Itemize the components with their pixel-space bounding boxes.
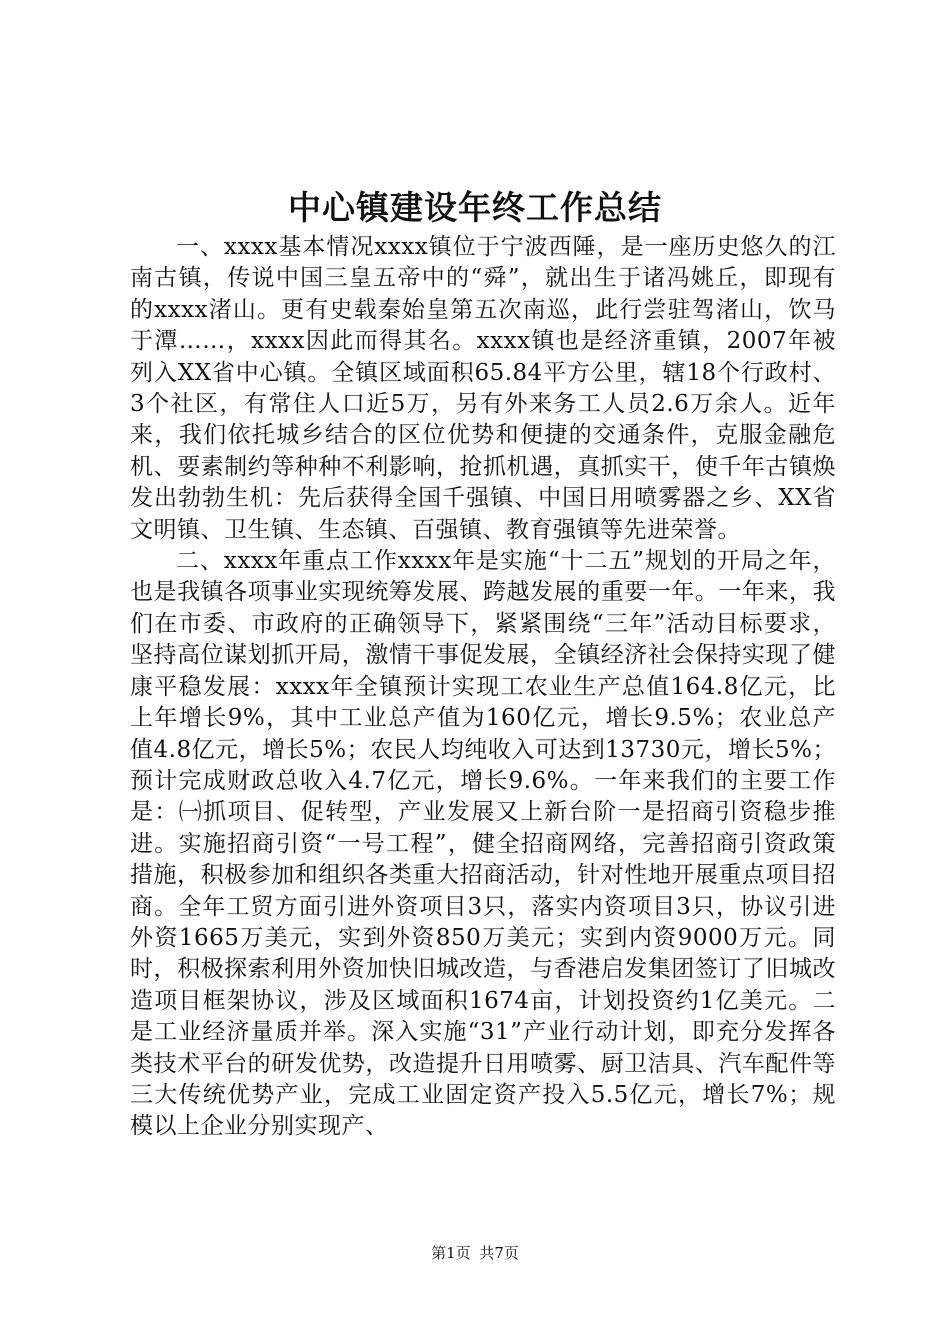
paragraph-basic-situation: 一、xxxx基本情况xxxx镇位于宁波西陲，是一座历史悠久的江南古镇，传说中国三皇五帝中的“舜”，就出生于诸冯姚丘，即现有的xxxx渚山。更有史载秦始皇第五次南巡，此行尝驻驾渚山，饮马于潭……，xxxx因此而得其名。xxxx镇也是经济重镇，2007年被列入XX省中心镇。全镇区域面积65.84平方公里，辖18个行政村、3个社区，有常住人口近5万，另有外来务工人员2.6万余人。近年来，我们依托城乡结合的区位优势和便捷的交通条件，克服金融危机、要素制约等种种不利影响，抢抓机遇，真抓实干，使千年古镇焕发出勃勃生机：先后获得全国千强镇、中国日用喷雾器之乡、XX省文明镇、卫生镇、生态镇、百强镇、教育强镇等先进荣誉。 [130,234,836,543]
paragraph-key-work: 二、xxxx年重点工作xxxx年是实施“十二五”规划的开局之年，也是我镇各项事业实现统筹发展、跨越发展的重要一年。一年来，我们在市委、市政府的正确领导下，紧紧围绕“三年”活动目标要求，坚持高位谋划抓开局，激情干事促发展，全镇经济社会保持实现了健康平稳发展：xxxx年全镇预计实现工农业生产总值164.8亿元，比上年增长9%，其中工业总产值为160亿元，增长9.5%；农业总产值4.8亿元，增长5%；农民人均纯收入可达到13730元，增长5%；预计完成财政总收入4.7亿元，增长9.6%。一年来我们的主要工作是：㈠抓项目、促转型，产业发展又上新台阶一是招商引资稳步推进。实施招商引资“一号工程”，健全招商网络，完善招商引资政策措施，积极参加和组织各类重大招商活动，针对性地开展重点项目招商。全年工贸方面引进外资项目3只，落实内资项目3只，协议引进外资1665万美元，实到外资850万美元；实到内资9000万元。同时，积极探索利用外资加快旧城改造，与香港启发集团签订了旧城改造项目框架协议，涉及区域面积1674亩，计划投资约1亿美元。二是工业经济量质并举。深入实施“31”产业行动计划，即充分发挥各类技术平台的研发优势，改造提升日用喷雾、厨卫洁具、汽车配件等三大传统优势产业，完成工业固定资产投入5.5亿元，增长7%；规模以上企业分别实现产、 [130,548,836,1140]
page-number: 第1页 [431,1244,471,1262]
document-title: 中心镇建设年终工作总结 [288,188,662,227]
document-body [130,232,836,1143]
page-footer [0,1243,950,1263]
page-total: 共7页 [479,1244,519,1262]
